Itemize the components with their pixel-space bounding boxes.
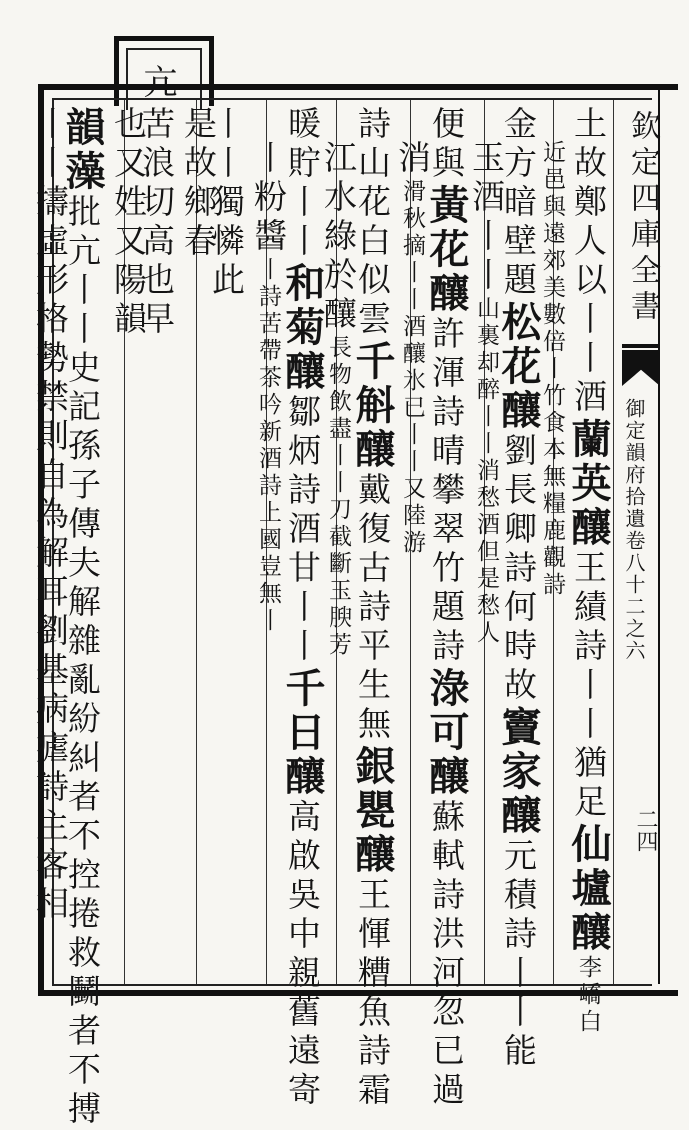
- text-segment: 元積詩丨丨能: [499, 838, 538, 1072]
- text-segment: 鹿觀詩: [539, 518, 565, 599]
- text-column-c8: [319, 140, 358, 659]
- headword: 銀甖釀: [349, 745, 396, 877]
- text-segment: 丨丨獨憐此: [207, 106, 246, 301]
- rhyme-character: 亢: [137, 64, 177, 102]
- text-segment: 王惲糟魚詩霜: [353, 877, 392, 1111]
- text-segment: 苦浪切高也早: [137, 106, 176, 340]
- text-segment: 長物飲盡丨丨: [325, 335, 351, 497]
- text-segment: 氷已丨丨又陸游: [399, 368, 425, 557]
- text-segment: 高啟吳中親舊遠寄: [283, 799, 322, 1111]
- text-segment: 消愁酒但是愁人: [473, 458, 499, 647]
- headword: 松花釀: [495, 301, 542, 433]
- text-segment: 新酒詩上國豈無丨: [255, 419, 281, 635]
- text-segment: 滑秋摘丨丨酒釀: [399, 179, 425, 368]
- text-segment: 金方暗壁題: [499, 106, 538, 301]
- text-column-c7: [349, 106, 396, 1111]
- text-column-c9: [279, 106, 326, 1111]
- headword: 仙壚釀: [565, 823, 612, 955]
- page-number: 二四: [633, 808, 658, 852]
- text-segment: 玉酒丨丨: [467, 140, 506, 296]
- text-column-c10: [249, 140, 288, 635]
- fish-tail-top: [622, 344, 660, 348]
- column-rule: [613, 100, 614, 984]
- text-segment: 近邑與遠郊美數倍: [539, 140, 565, 356]
- text-column-c12: [179, 106, 218, 262]
- text-segment: 刀截斷玉腴芳: [325, 497, 351, 659]
- text-segment: 土故鄭人以丨丨酒: [569, 106, 608, 418]
- text-segment: 丨粉醬: [249, 140, 288, 257]
- text-segment: 許渾詩晴攀翠竹題詩: [427, 316, 466, 667]
- text-segment: 丨竹食本無糧: [539, 356, 565, 518]
- text-column-c17: [31, 106, 70, 925]
- text-segment: 暖貯丨丨: [283, 106, 322, 262]
- text-segment: 丨詩苦帶茶吟: [255, 257, 281, 419]
- headword: 和菊釀: [279, 262, 326, 394]
- text-column-c6: [393, 140, 432, 557]
- text-segment: 戴復古詩平生無: [353, 472, 392, 745]
- headword: 千日釀: [279, 667, 326, 799]
- text-segment: 鄒炳詩酒甘丨丨: [283, 394, 322, 667]
- text-segment: 劉長卿詩何時故: [499, 433, 538, 706]
- text-segment: 消: [393, 140, 432, 179]
- text-segment: 王績詩丨丨猶足: [569, 550, 608, 823]
- text-column-c2: [540, 140, 563, 599]
- text-segment: 山裏却醉丨丨: [473, 296, 499, 458]
- text-column-c14: [109, 106, 148, 340]
- text-column-c4: [467, 140, 506, 647]
- headword: 竇家釀: [495, 706, 542, 838]
- text-column-c1: [565, 106, 612, 1036]
- headword: 韻藻: [59, 106, 106, 194]
- volume-title: 御定韻府拾遺卷八十二之六: [622, 398, 646, 662]
- headword: 淥可釀: [423, 667, 470, 799]
- text-segment: 詩山花白似雲: [353, 106, 392, 340]
- text-segment: 也又姓又陽韻: [109, 106, 148, 340]
- text-segment: 江水綠於釀: [319, 140, 358, 335]
- text-segment: 是故鄉春: [179, 106, 218, 262]
- headword: 千斛釀: [349, 340, 396, 472]
- text-segment: 蘇軾詩洪河忽已過: [427, 799, 466, 1111]
- text-segment: 便與: [427, 106, 466, 184]
- text-segment: 李嶠白: [575, 955, 601, 1036]
- text-column-c5: [423, 106, 470, 1111]
- headword: 蘭英釀: [565, 418, 612, 550]
- text-segment: 丨丨擣虛形格勢禁則自為解耳劉基病瘧詩主客相: [31, 106, 70, 925]
- text-segment: 批亢丨丨史記孫子傳夫解雜亂紛糾者不控捲救鬭者不搏: [63, 194, 102, 1130]
- headword: 黃花釀: [423, 184, 470, 316]
- book-title: 欽定四庫全書: [625, 110, 660, 326]
